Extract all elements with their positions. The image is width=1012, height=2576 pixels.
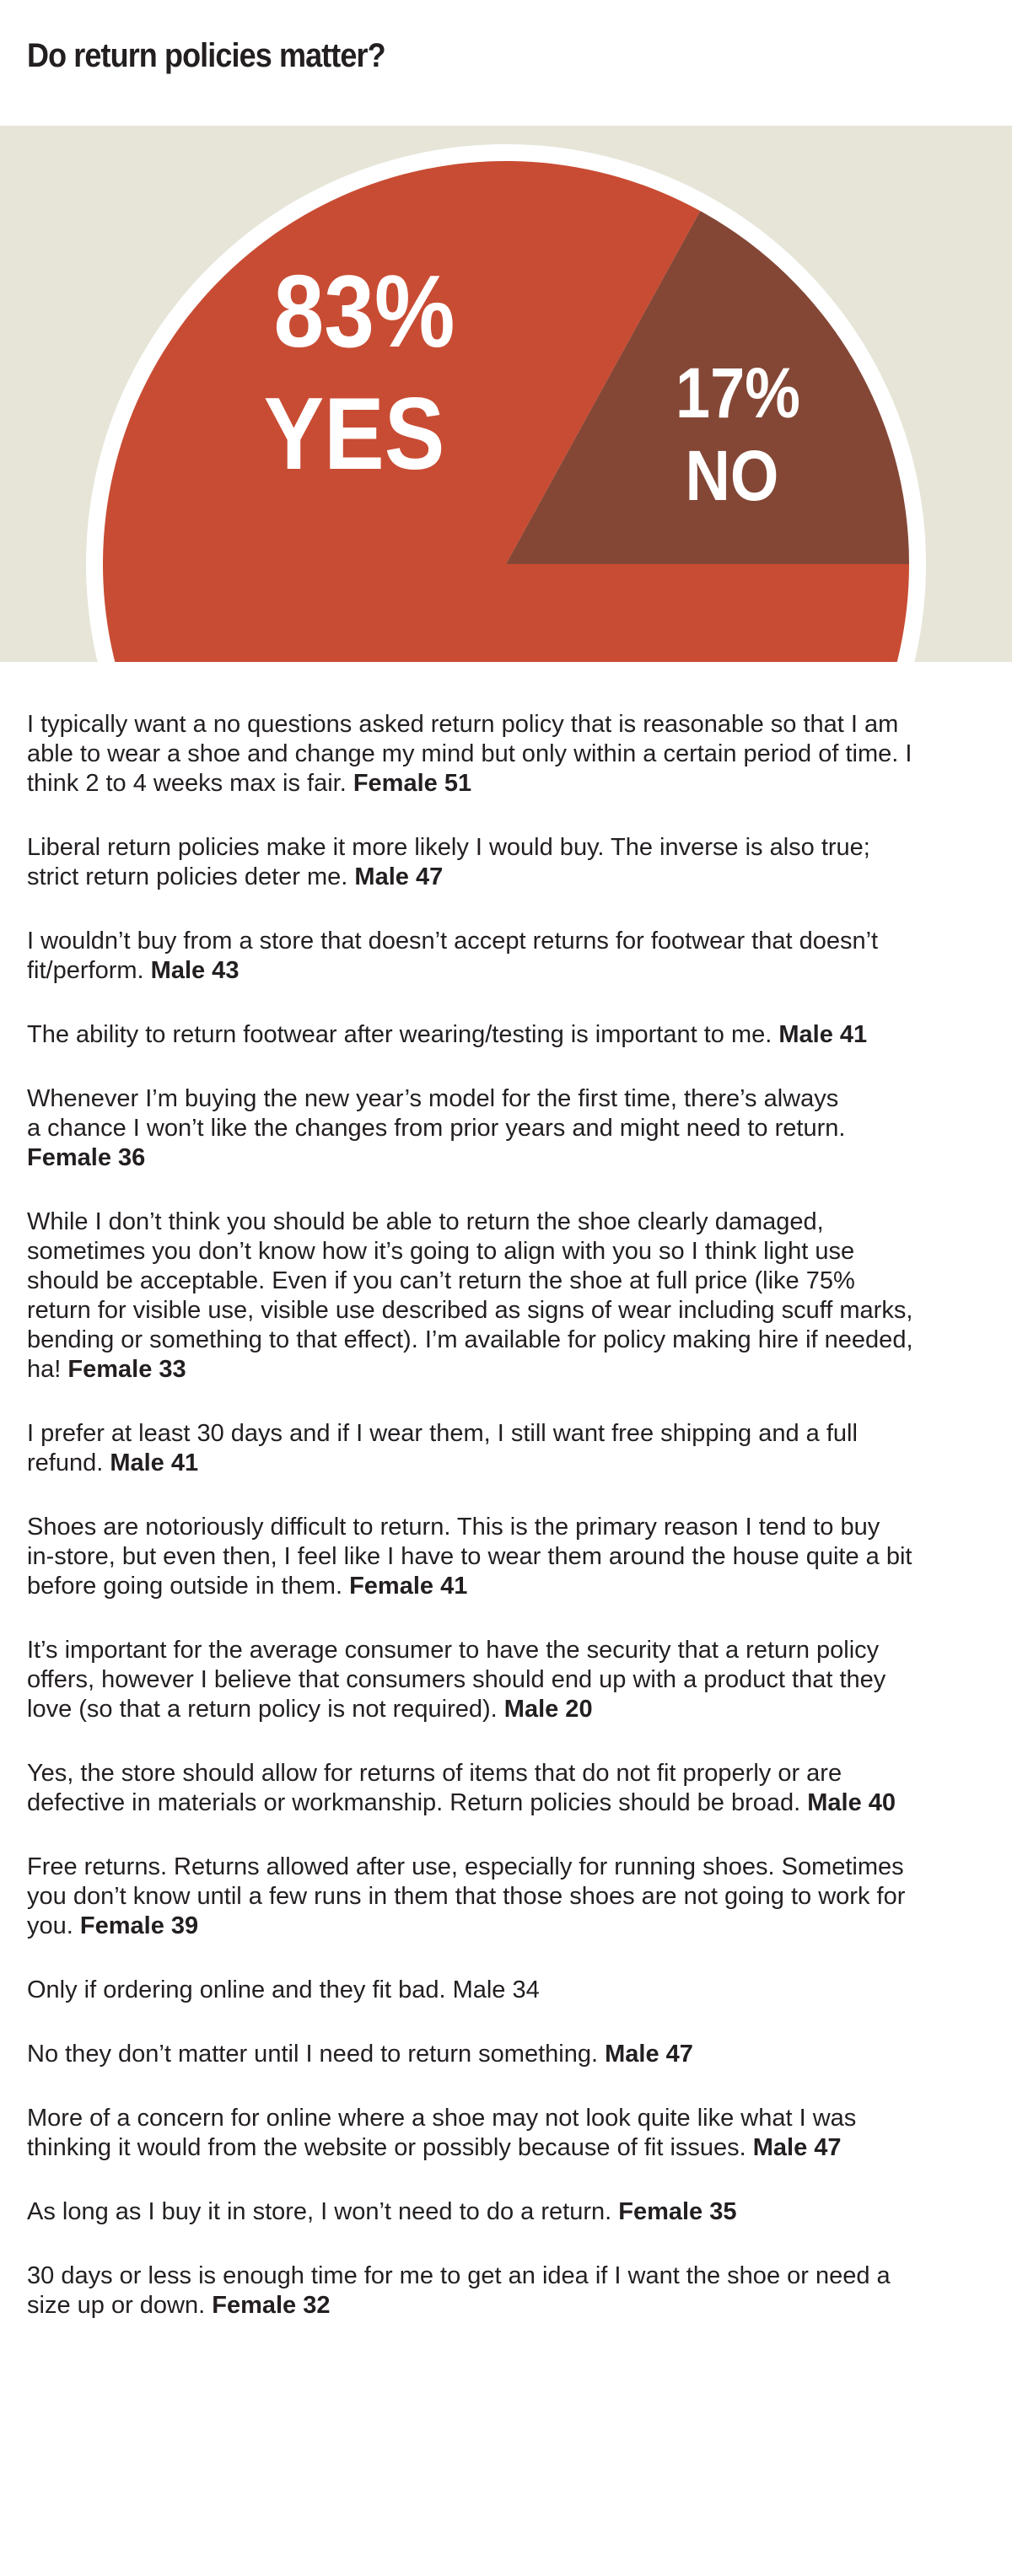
- quote: [27, 710, 985, 799]
- pie-chart: [0, 126, 1012, 662]
- quote: [27, 1419, 985, 1478]
- quote-text: Liberal return policies make it more likely I would buy. The inverse is also true; strict return policies deter me.: [27, 834, 870, 890]
- quote: [27, 1020, 985, 1050]
- quote: [27, 2104, 985, 2163]
- quote-text: Only if ordering online and they fit bad. Male 34: [27, 1976, 540, 2003]
- quote-attribution: Female 33: [67, 1356, 186, 1383]
- quote-attribution: Male 47: [605, 2041, 693, 2068]
- quote-text: Shoes are notoriously difficult to return. This is the primary reason I tend to buy in-store, but even then, I feel like I have to wear them around the house quite a bit before going outside in them.: [27, 1514, 912, 1600]
- pie-slice-yes-label: YES: [263, 376, 445, 492]
- quote-attribution: Male 40: [807, 1789, 896, 1816]
- quote: [27, 1207, 985, 1385]
- pie-slice-no-label: NO: [685, 435, 779, 516]
- quote-attribution: Female 36: [27, 1144, 146, 1171]
- quote-text: Whenever I’m buying the new year’s model for the first time, there’s always a chance I won’t like the changes from prior years and might need to return.: [27, 1085, 846, 1142]
- quote-text: 30 days or less is enough time for me to get an idea if I want the shoe or need a size up or down.: [27, 2262, 891, 2319]
- pie-chart-band: [0, 126, 1012, 662]
- quote-text: I wouldn’t buy from a store that doesn’t accept returns for footwear that doesn’t fit/perform.: [27, 928, 879, 984]
- quote: [27, 927, 985, 986]
- quote-attribution: Male 47: [752, 2134, 842, 2161]
- quote: [27, 2261, 985, 2321]
- quote: [27, 2197, 985, 2227]
- quote: [27, 1759, 985, 1818]
- quote-attribution: Male 43: [150, 957, 240, 984]
- pie-slice-no-value-label: 17%: [676, 352, 800, 433]
- quote-text: While I don’t think you should be able to return the shoe clearly damaged, sometimes you don’t know how it’s going to align with you so I think light use should be acceptable. Even if you can’t return the shoe at full price (like 75% return for visible use, visible use described as signs of wear including scuff marks, bending or something to that effect). I’m available for policy making hire if needed, ha!: [27, 1208, 913, 1383]
- quote: [27, 1976, 985, 2005]
- quote: [27, 833, 985, 892]
- quote-attribution: Male 41: [110, 1449, 199, 1476]
- quote-text: No they don’t matter until I need to return something.: [27, 2041, 606, 2068]
- quote: [27, 1636, 985, 1724]
- quote-attribution: Male 20: [503, 1696, 593, 1723]
- quote-text: I typically want a no questions asked return policy that is reasonable so that I am able to wear a shoe and change my mind but only within a certain period of time. I think 2 to 4 weeks max is fair.: [27, 711, 912, 797]
- quote-attribution: Female 35: [618, 2198, 737, 2225]
- pie-slice-yes-value-label: 83%: [273, 254, 455, 369]
- page-title: Do return policies matter?: [27, 37, 385, 74]
- quote-attribution: Male 41: [778, 1021, 868, 1048]
- quote-text: Yes, the store should allow for returns of items that do not fit properly or are defective in materials or workmanship. Return policies should be broad.: [27, 1760, 842, 1816]
- quote-text: As long as I buy it in store, I won’t need to do a return.: [27, 2198, 619, 2225]
- quote-text: More of a concern for online where a shoe may not look quite like what I was thinking it would from the website or possibly because of fit issues.: [27, 2105, 857, 2161]
- quote-attribution: Female 32: [212, 2292, 331, 2319]
- quote-attribution: Male 47: [354, 863, 444, 890]
- quote: [27, 1513, 985, 1601]
- quote-attribution: Female 41: [349, 1573, 468, 1600]
- quote-attribution: Female 39: [79, 1912, 199, 1939]
- quote-text: The ability to return footwear after wearing/testing is important to me.: [27, 1021, 779, 1048]
- quote-text: It’s important for the average consumer to have the security that a return policy offers, however I believe that consumers should end up with a product that they love (so that a return policy is not required).: [27, 1637, 886, 1723]
- quote: [27, 1084, 985, 1173]
- quote-text: Free returns. Returns allowed after use, especially for running shoes. Sometimes you don’t know until a few runs in them that those shoes are not going to work for you.: [27, 1853, 906, 1939]
- quote-attribution: Female 51: [353, 770, 472, 797]
- quote: [27, 1853, 985, 1941]
- quote-text: I prefer at least 30 days and if I wear them, I still want free shipping and a full refund.: [27, 1420, 858, 1476]
- quote-list: [27, 710, 985, 2355]
- quote: [27, 2040, 985, 2069]
